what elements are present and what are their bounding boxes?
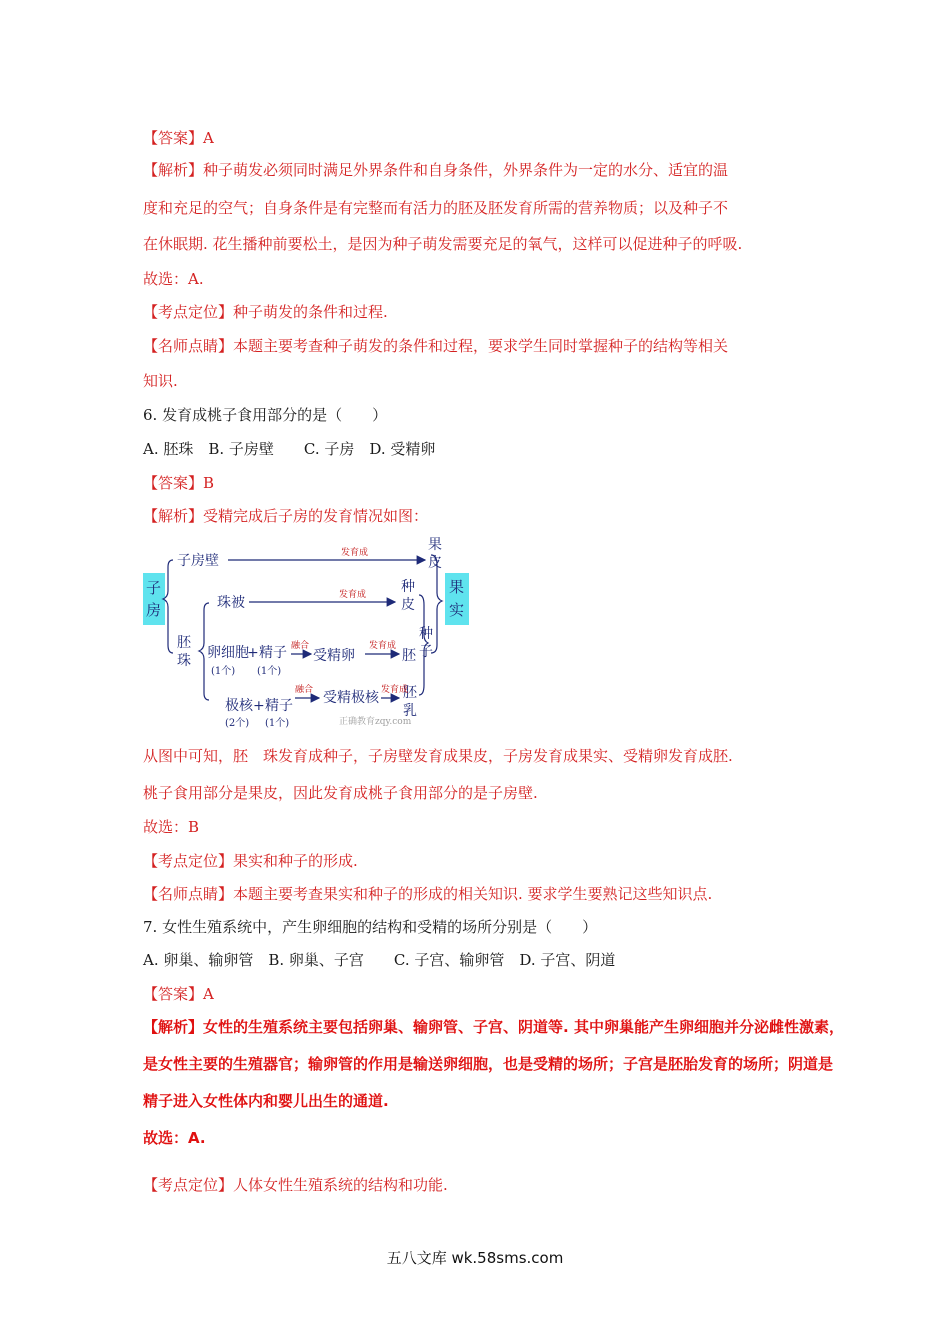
q5-point [143,302,388,322]
q7-question: 7. 女性生殖系统中，产生卵细胞的结构和受精的场所分别是（ ） [143,918,598,936]
ovary-development-diagram [143,535,473,730]
fruit-label-1: 果 [449,578,465,596]
q6-conclusion-line-2: 桃子食用部分是果皮，因此发育成桃子食用部分的是子房壁. [143,784,538,802]
analysis-text: 女性的生殖系统主要包括卵巢、输卵管、子宫、阴道等. 其中卵巢能产生卵细胞并分泌雌性激素， [203,1018,844,1036]
develops-into-1: 发育成 [341,548,369,558]
q6-point [143,851,358,871]
develops-into-3: 发育成 [369,641,397,651]
plus-1: + [247,645,259,661]
answer-label: 【答案】 [143,985,204,1003]
seed-coat-2: 皮 [401,597,415,613]
q6-answer [143,473,214,493]
answer-value: B [203,474,215,492]
q7-answer [143,984,214,1004]
tip-text: 本题主要考查果实和种子的形成的相关知识. 要求学生要熟记这些知识点. [233,885,713,903]
analysis-label: 【解析】 [143,161,204,179]
point-text: 种子萌发的条件和过程. [233,303,388,321]
q5-analysis-line-2: 度和充足的空气；自身条件是有完整而有活力的胚及胚发育所需的营养物质；以及种子不 [143,199,729,217]
tip-label: 【名师点睛】 [143,337,234,355]
fuse-1: 融合 [291,641,310,651]
q5-tip-line-2: 知识. [143,372,178,390]
q6-question: 6. 发育成桃子食用部分的是（ ） [143,406,388,424]
point-text: 果实和种子的形成. [233,852,358,870]
ovary-label-2: 房 [146,601,162,619]
analysis-label: 【解析】 [143,1018,204,1036]
point-label: 【考点定位】 [143,303,234,321]
fuse-2: 融合 [295,685,314,695]
analysis-label: 【解析】 [143,507,204,525]
answer-label: 【答案】 [143,129,204,147]
ovule-1: 胚 [177,635,191,651]
pericarp-1: 果 [428,537,442,553]
polar-nuclei: 极核 [225,698,253,714]
q6-conclusion-line-1: 从图中可知，胚 珠发育成种子，子房壁发育成果皮，子房发育成果实、受精卵发育成胚. [143,747,733,765]
point-text: 人体女性生殖系统的结构和功能. [233,1176,448,1194]
ovule-2: 珠 [177,653,191,669]
tip-label: 【名师点睛】 [143,885,234,903]
q7-analysis-line-1 [143,1017,844,1037]
q6-choice: 故选：B [143,818,200,836]
analysis-text: 受精完成后子房的发育情况如图： [203,507,429,525]
answer-value: A [203,985,214,1003]
point-label: 【考点定位】 [143,1176,234,1194]
seed-1: 种 [419,626,433,642]
develops-into-2: 发育成 [339,590,367,600]
analysis-text: 种子萌发必须同时满足外界条件和自身条件，外界条件为一定的水分、适宜的温 [203,161,729,179]
ovary-label-1: 子 [146,579,162,597]
endosperm-1: 胚 [403,685,417,701]
count-two: (2个) [225,718,250,729]
count-one-3: (1个) [265,718,290,729]
develops-into-4: 发育成 [381,685,409,695]
q5-answer [143,128,214,148]
q7-choice: 故选：A. [143,1129,206,1147]
q7-analysis-line-2: 是女性主要的生殖器官；输卵管的作用是输送卵细胞，也是受精的场所；子宫是胚胎发育的场所；阴道是 [143,1055,834,1073]
count-one-1: (1个) [211,666,236,677]
q7-analysis-line-3: 精子进入女性体内和婴儿出生的通道. [143,1092,389,1110]
q6-tip [143,884,712,904]
q6-analysis [143,506,428,526]
answer-value: A [203,129,214,147]
plus-2: + [253,698,265,714]
fertilized-polar: 受精极核 [323,690,379,706]
q5-analysis-line-3: 在休眠期. 花生播种前要松土，是因为种子萌发需要充足的氧气，这样可以促进种子的呼吸. [143,235,743,253]
point-label: 【考点定位】 [143,852,234,870]
page-footer: 五八文库 wk.58sms.com [386,1249,564,1267]
egg-cell: 卵细胞 [207,645,249,661]
q5-choice: 故选：A. [143,270,204,288]
embryo: 胚 [402,648,416,664]
q7-options: A. 卵巢、输卵管 B. 卵巢、子宫 C. 子宫、输卵管 D. 子宫、阴道 [143,951,616,969]
endosperm-2: 乳 [403,703,417,719]
fruit-label-2: 实 [449,601,465,619]
sperm-1: 精子 [259,645,287,661]
seed-2: 子 [419,644,433,660]
q5-analysis-line-1 [143,160,728,180]
q7-point [143,1175,448,1195]
watermark: 正确教育zqy.com [339,717,412,727]
ovary-wall: 子房壁 [177,553,219,569]
integument: 珠被 [217,595,245,611]
seed-coat-1: 种 [401,579,415,595]
q5-tip-line-1 [143,336,728,356]
pericarp-2: 皮 [428,555,442,571]
fertilized-egg: 受精卵 [313,648,355,664]
answer-label: 【答案】 [143,474,204,492]
q6-options: A. 胚珠 B. 子房壁 C. 子房 D. 受精卵 [143,440,436,458]
tip-text: 本题主要考查种子萌发的条件和过程，要求学生同时掌握种子的结构等相关 [233,337,729,355]
count-one-2: (1个) [257,666,282,677]
sperm-2: 精子 [265,698,293,714]
